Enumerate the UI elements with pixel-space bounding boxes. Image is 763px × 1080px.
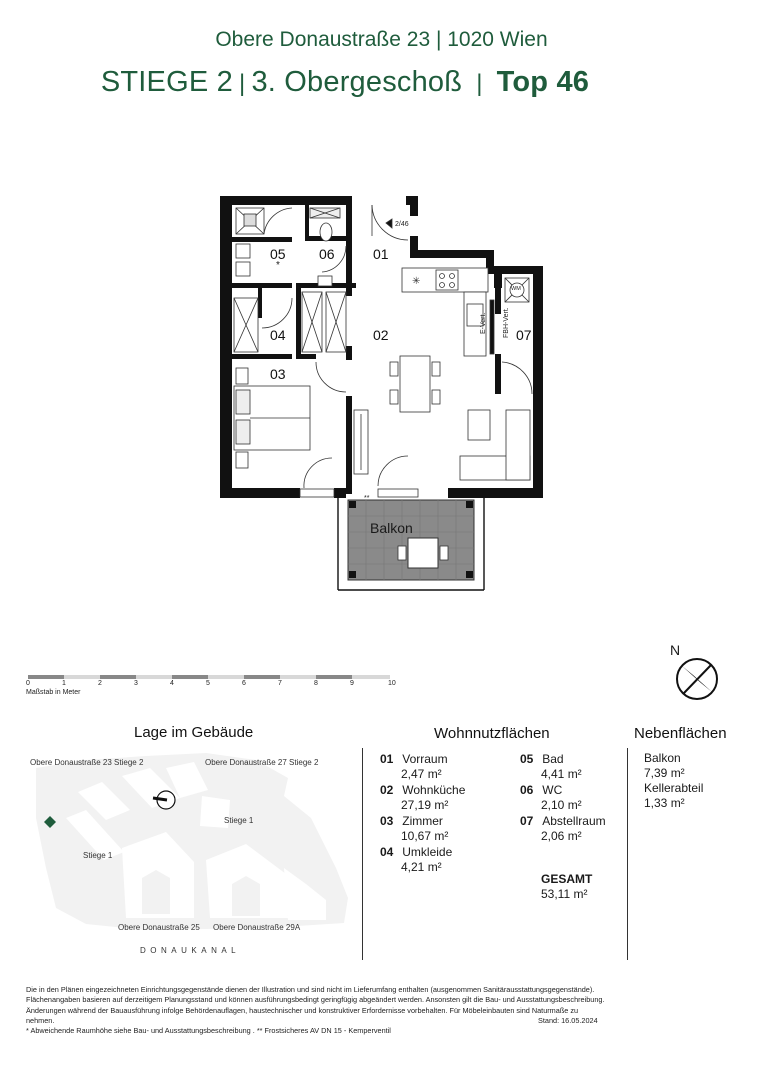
scale-tick: 9 bbox=[350, 680, 354, 687]
fbh-vert-label: FBH-Vert. bbox=[503, 307, 510, 338]
scale-tick: 2 bbox=[98, 680, 102, 687]
map-label-a: Obere Donaustraße 23 Stiege 2 bbox=[30, 758, 144, 767]
room-area: 4,21 m² bbox=[401, 860, 442, 874]
footer-line: Die in den Plänen eingezeichneten Einrichtungsgegenstände dienen der Illustration und sind nicht im Lieferumfang enthalten (ausgenommen Sanitärausstattungsgegenstände). bbox=[26, 985, 595, 994]
list-item bbox=[520, 751, 606, 767]
scale-tick: 6 bbox=[242, 680, 246, 687]
scale-bar bbox=[28, 675, 390, 679]
wohnnutz-title: Wohnnutzflächen bbox=[434, 725, 550, 742]
room-name: Vorraum bbox=[402, 752, 448, 766]
svg-text:✳: ✳ bbox=[412, 276, 421, 287]
sofa bbox=[354, 410, 530, 497]
top-label: Top 46 bbox=[496, 66, 590, 98]
location-title: Lage im Gebäude bbox=[134, 724, 254, 741]
list-item bbox=[380, 844, 465, 860]
scale-tick: 10 bbox=[388, 680, 396, 687]
list-item bbox=[520, 782, 606, 798]
room-05-label: 05 bbox=[270, 246, 286, 262]
wardrobes bbox=[234, 292, 346, 352]
total-label: GESAMT bbox=[541, 872, 593, 886]
neben-item-area: 1,33 m² bbox=[644, 796, 685, 810]
kitchen bbox=[402, 268, 488, 356]
room-name: Zimmer bbox=[402, 814, 443, 828]
room-01-label: 01 bbox=[373, 246, 389, 262]
compass bbox=[677, 659, 717, 699]
room-number: 05 bbox=[520, 752, 534, 766]
room-number: 06 bbox=[520, 783, 534, 797]
room-area: 2,06 m² bbox=[541, 829, 582, 843]
balcony-label: Balkon bbox=[370, 520, 413, 536]
list-item bbox=[520, 813, 606, 829]
room-area: 2,10 m² bbox=[541, 798, 582, 812]
scale-tick: 5 bbox=[206, 680, 210, 687]
footer-line: Flächenangaben basieren auf derzeitigem Planungsstand und können ausführungsbedingt geringfügig abgeändert werden. Ansonsten gilt die Bau- und Ausstattungsbeschreibung. bbox=[26, 995, 605, 1005]
wohnnutz-right-list bbox=[520, 751, 606, 844]
wohnnutz-left-list bbox=[380, 751, 465, 875]
map-label-c: Stiege 1 bbox=[224, 816, 254, 825]
list-item bbox=[380, 813, 465, 829]
bed bbox=[234, 362, 346, 497]
unit-heading: STIEGE 2 | 3. Obergeschoß | Top 46 bbox=[100, 66, 590, 98]
scale-ticks bbox=[26, 680, 406, 690]
room-03-label: 03 bbox=[270, 366, 286, 382]
address-heading: Obere Donaustraße 23 | 1020 Wien bbox=[215, 28, 548, 51]
door-tag: 2/46 bbox=[395, 221, 409, 228]
room-06-label: 06 bbox=[319, 246, 335, 262]
map-label-g: DONAUKANAL bbox=[140, 946, 241, 955]
scale-tick: 8 bbox=[314, 680, 318, 687]
total-area: 53,11 m² bbox=[541, 887, 588, 901]
room-name: Abstellraum bbox=[542, 814, 606, 828]
scale-caption: Maßstab in Meter bbox=[26, 689, 81, 696]
footer-stand-date: Stand: 16.05.2024 bbox=[538, 1016, 598, 1025]
neben-item-area: 7,39 m² bbox=[644, 766, 685, 780]
e-vert-label: E-Vert. bbox=[480, 312, 487, 334]
room-04-label: 04 bbox=[270, 327, 286, 343]
scale-tick: 4 bbox=[170, 680, 174, 687]
scale-tick: 3 bbox=[134, 680, 138, 687]
map-label-d: Stiege 1 bbox=[83, 851, 113, 860]
balcony bbox=[338, 498, 484, 590]
stair-label: STIEGE 2 bbox=[100, 66, 233, 98]
floor-label: 3. Obergeschoß bbox=[251, 66, 463, 98]
room-area: 27,19 m² bbox=[401, 798, 449, 812]
map-label-f: Obere Donaustraße 29A bbox=[213, 923, 301, 932]
double-asterisk-mark: ** bbox=[364, 495, 370, 502]
neben-item-name: Balkon bbox=[644, 751, 681, 765]
room-number: 01 bbox=[380, 752, 394, 766]
list-item bbox=[380, 751, 465, 767]
scale-tick: 1 bbox=[62, 680, 66, 687]
room-number: 03 bbox=[380, 814, 394, 828]
wm-label: WM bbox=[511, 286, 521, 292]
room-name: Wohnküche bbox=[402, 783, 466, 797]
footer-notes bbox=[26, 985, 606, 1036]
room-area: 4,41 m² bbox=[541, 767, 582, 781]
neben-list bbox=[644, 751, 703, 811]
list-item bbox=[380, 782, 465, 798]
compass-north-label: N bbox=[670, 642, 681, 658]
scale-tick: 7 bbox=[278, 680, 282, 687]
neben-item-name: Kellerabteil bbox=[644, 781, 704, 795]
column-divider bbox=[362, 748, 363, 960]
room-number: 04 bbox=[380, 845, 394, 859]
room-number: 02 bbox=[380, 783, 394, 797]
scale-tick: 0 bbox=[26, 680, 30, 687]
asterisk-mark: * bbox=[276, 260, 280, 271]
room-02-label: 02 bbox=[373, 327, 389, 343]
room-name: WC bbox=[542, 783, 563, 797]
map-label-e: Obere Donaustraße 25 bbox=[118, 923, 200, 932]
walls bbox=[220, 196, 543, 498]
room-name: Umkleide bbox=[402, 845, 453, 859]
room-area: 10,67 m² bbox=[401, 829, 449, 843]
footer-line: * Abweichende Raumhöhe siehe Bau- und Ausstattungsbeschreibung . ** Frostsicheres AV DN 15 - Kemperventil bbox=[26, 1026, 391, 1036]
neben-title: Nebenflächen bbox=[634, 725, 727, 742]
map-label-b: Obere Donaustraße 27 Stiege 2 bbox=[205, 758, 319, 767]
room-number: 07 bbox=[520, 814, 534, 828]
column-divider bbox=[627, 748, 628, 960]
footer-line: Änderungen während der Bauausführung infolge Behördenauflagen, haustechnischer und konstruktiver Erfordernisse vorbehalten. Für Möbeleinbauten sind Naturmaße zu nehmen. bbox=[26, 1005, 579, 1025]
room-name: Bad bbox=[542, 752, 564, 766]
dining-table bbox=[390, 356, 440, 412]
room-07-label: 07 bbox=[516, 327, 532, 343]
room-area: 2,47 m² bbox=[401, 767, 442, 781]
